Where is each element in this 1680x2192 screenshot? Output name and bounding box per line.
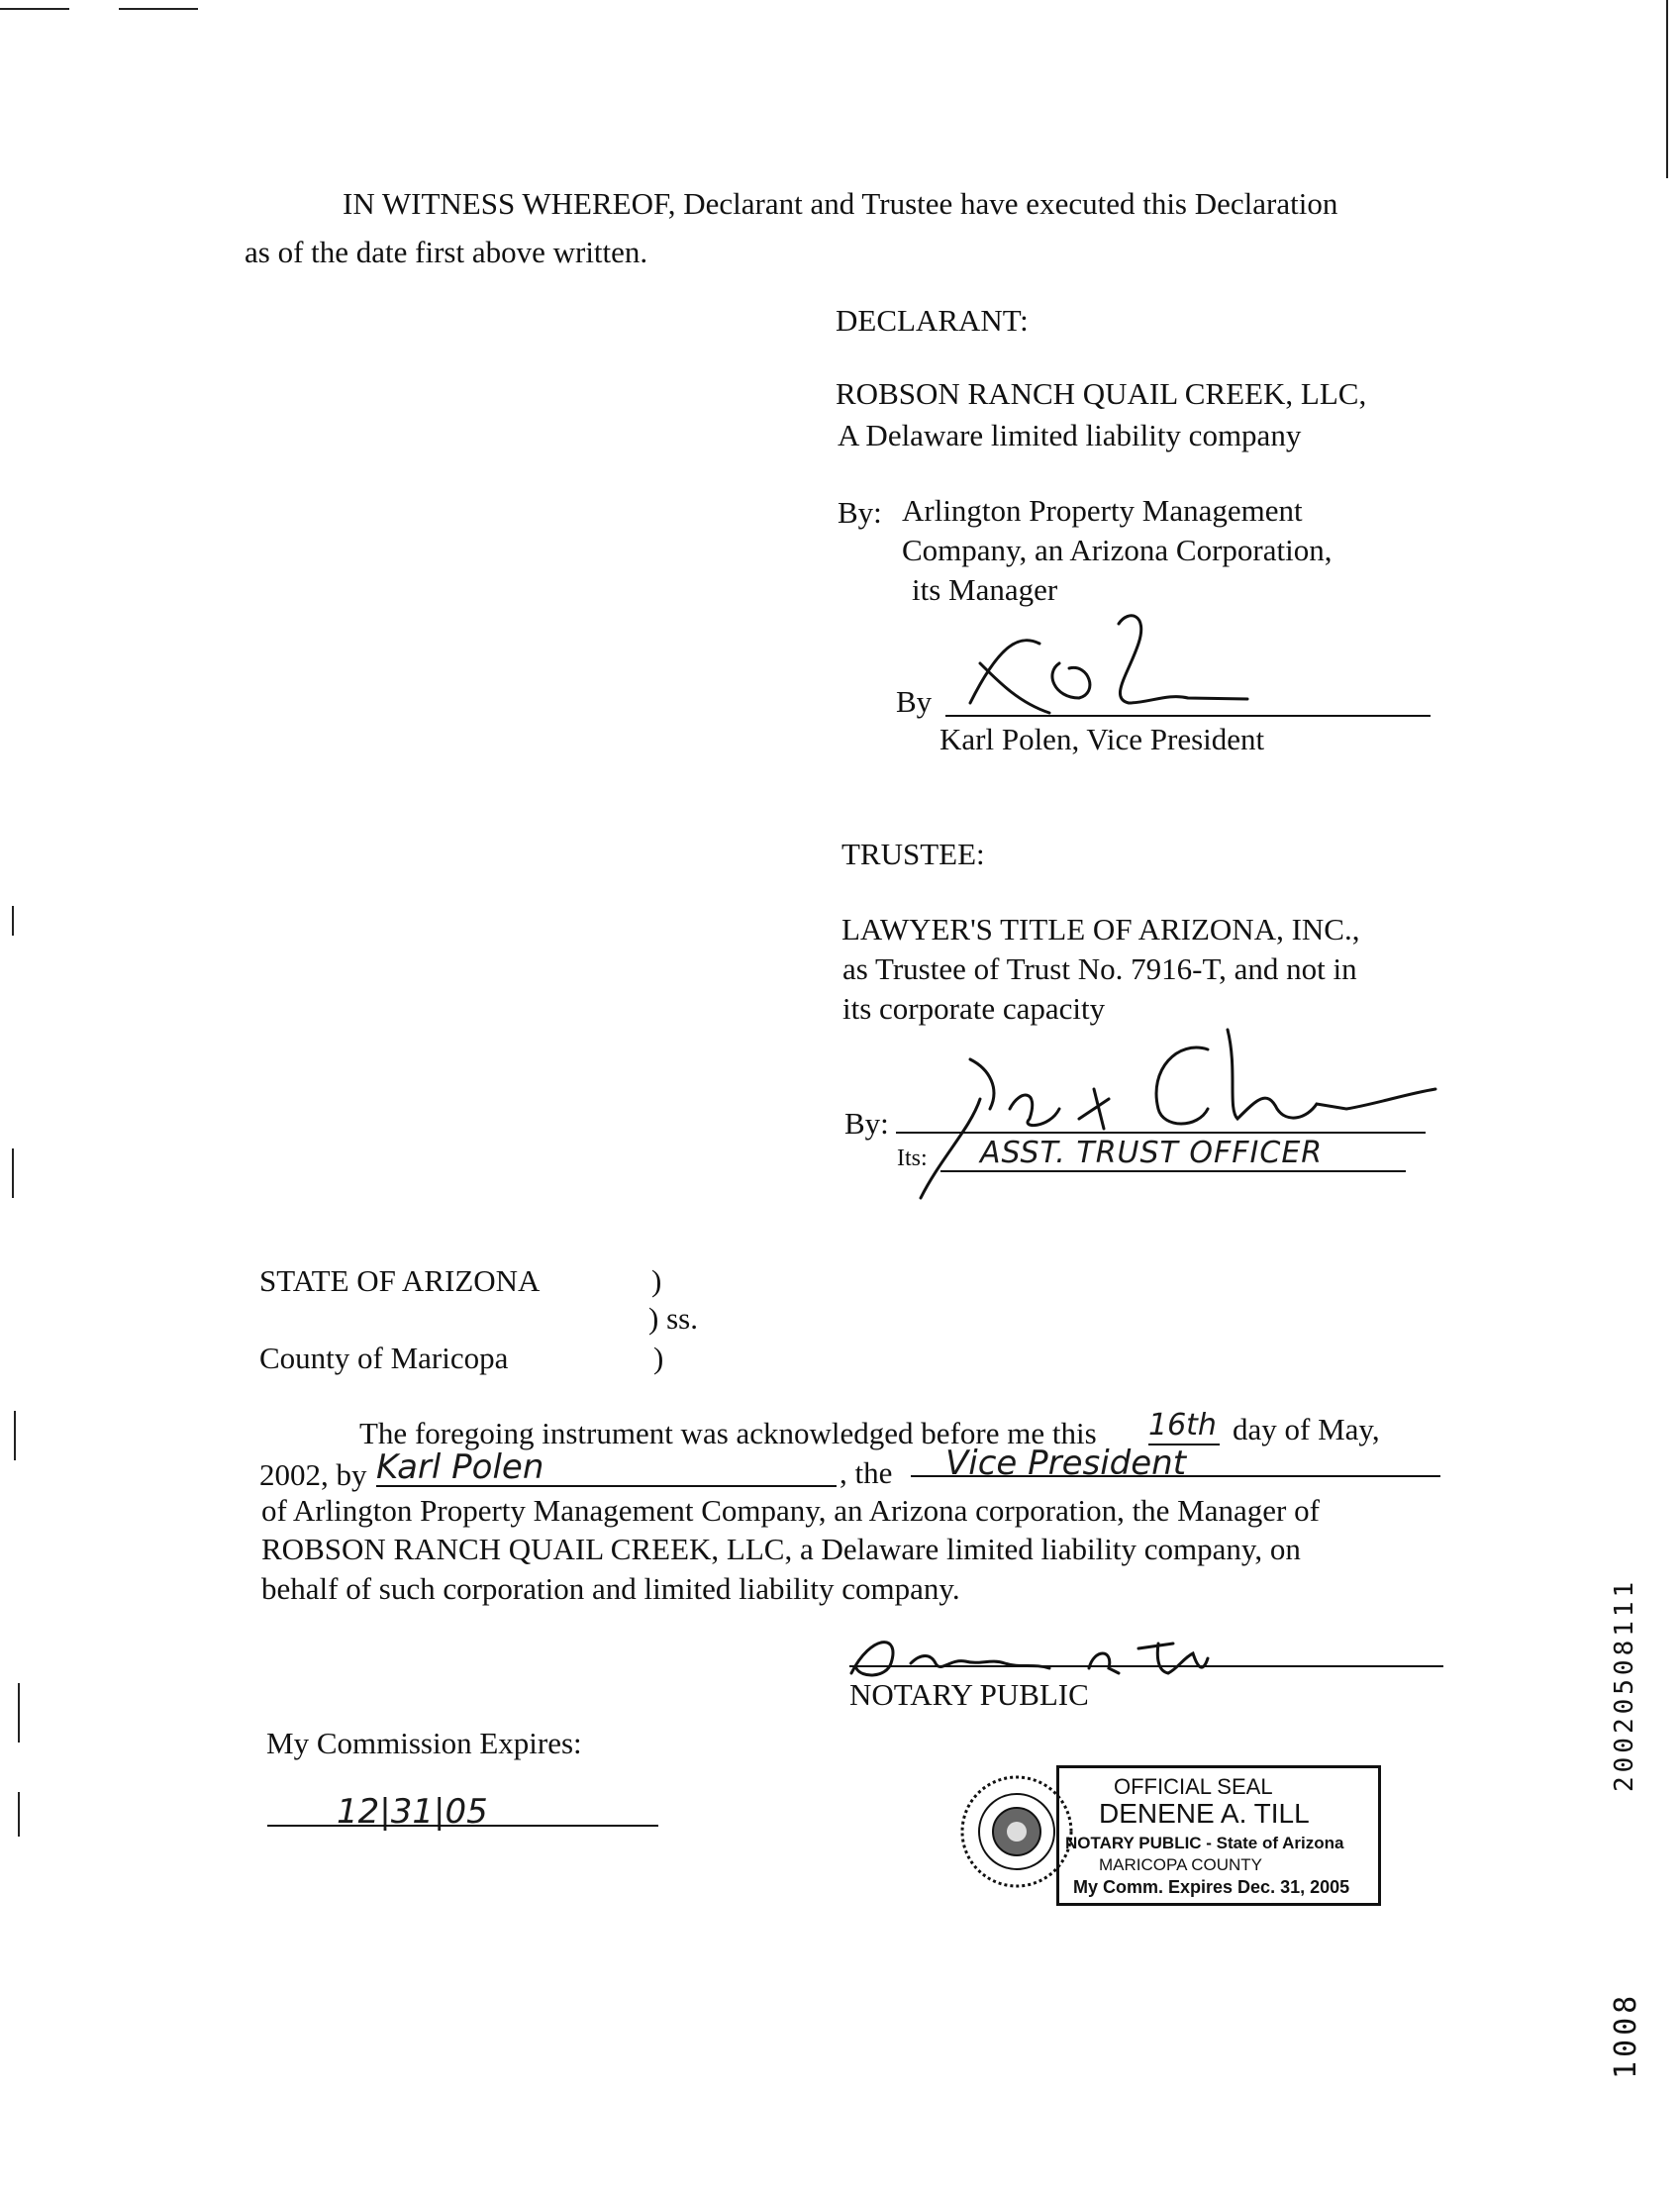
declarant-by-label: By: (838, 495, 882, 530)
manager-name-continuation: Company, an Arizona Corporation, (902, 533, 1333, 567)
venue-state: STATE OF ARIZONA (259, 1263, 541, 1298)
commission-expires-line (267, 1825, 658, 1827)
trustee-capacity-continuation: its corporate capacity (842, 991, 1106, 1026)
declarant-heading: DECLARANT: (836, 303, 1029, 338)
venue-paren: ) (651, 1263, 662, 1298)
trustee-capacity: as Trustee of Trust No. 7916-T, and not in (842, 951, 1357, 986)
recording-number-stamp (1609, 1564, 1651, 2079)
acknowledgment-line5: behalf of such corporation and limited liability company. (261, 1571, 960, 1606)
scan-edge-mark (12, 906, 14, 936)
scan-edge-mark (12, 1148, 14, 1198)
seal-notary-name: DENENE A. TILL (1099, 1798, 1310, 1829)
acknowledgment-line1-end: day of May, (1233, 1412, 1380, 1446)
acknowledgment-title-line (911, 1475, 1440, 1477)
declarant-signer-name: Karl Polen, Vice President (939, 722, 1265, 756)
scan-edge-mark (119, 8, 198, 10)
declarant-signer-by-label: By (896, 684, 933, 719)
commission-expires-handwritten: 12|31|05 (337, 1792, 488, 1832)
acknowledgment-line2-start: 2002, by (259, 1457, 367, 1492)
manager-name: Arlington Property Management (902, 493, 1303, 528)
trustee-its-label: Its: (897, 1146, 928, 1171)
witness-clause-continuation: as of the date first above written. (245, 235, 648, 269)
acknowledgment-line1-start: The foregoing instrument was acknowledged before me this (359, 1416, 1097, 1450)
acknowledgment-line4: ROBSON RANCH QUAIL CREEK, LLC, a Delaware limited liability company, on (261, 1532, 1301, 1566)
witness-clause: IN WITNESS WHEREOF, Declarant and Trustee have executed this Declaration (343, 186, 1338, 221)
trustee-its-line (940, 1170, 1406, 1172)
venue-paren: ) (653, 1341, 664, 1375)
venue-ss: ) ss. (648, 1301, 698, 1336)
scan-edge-mark (14, 1411, 16, 1460)
declarant-company-name: ROBSON RANCH QUAIL CREEK, LLC, (836, 376, 1367, 411)
seal-expiration: My Comm. Expires Dec. 31, 2005 (1073, 1877, 1350, 1897)
acknowledgment-line3: of Arlington Property Management Company, an Arizona corporation, the Manager of (261, 1493, 1320, 1528)
notary-public-label: NOTARY PUBLIC (849, 1677, 1089, 1712)
scan-edge-mark (0, 8, 69, 10)
trustee-heading: TRUSTEE: (841, 837, 985, 871)
trustee-by-label: By: (844, 1106, 889, 1141)
seal-county: MARICOPA COUNTY (1099, 1855, 1262, 1874)
trustee-its-handwritten: ASST. TRUST OFFICER (980, 1136, 1324, 1170)
seal-text-box (1056, 1765, 1381, 1906)
notary-signature (841, 1624, 1237, 1683)
trustee-company-name: LAWYER'S TITLE OF ARIZONA, INC., (841, 912, 1360, 947)
karl-polen-signature (960, 604, 1257, 723)
seal-notary-state: NOTARY PUBLIC - State of Arizona (1065, 1834, 1344, 1852)
acknowledgment-title-handwritten: Vice President (945, 1444, 1187, 1483)
manager-role: its Manager (912, 572, 1058, 607)
seal-title: OFFICIAL SEAL (1114, 1774, 1273, 1799)
recording-number-top: 20020508111 (1610, 1577, 1639, 1792)
scan-edge-mark (1666, 0, 1668, 178)
scan-edge-mark (18, 1792, 20, 1837)
recording-number-bottom: 1008 (1609, 1991, 1643, 2079)
commission-expires-label: My Commission Expires: (266, 1726, 582, 1760)
scan-edge-mark (18, 1683, 20, 1743)
acknowledgment-signer-line (376, 1485, 837, 1487)
acknowledgment-line2-mid: , the (840, 1455, 893, 1490)
notary-signature-line (849, 1665, 1443, 1667)
declarant-company-type: A Delaware limited liability company (838, 418, 1302, 452)
acknowledgment-signer-handwritten: Karl Polen (376, 1447, 544, 1487)
acknowledgment-day-handwritten: 16th (1148, 1408, 1217, 1443)
trustee-officer-signature (911, 1010, 1445, 1208)
official-seal-stamp (945, 1757, 1381, 1906)
venue-county: County of Maricopa (259, 1341, 509, 1375)
